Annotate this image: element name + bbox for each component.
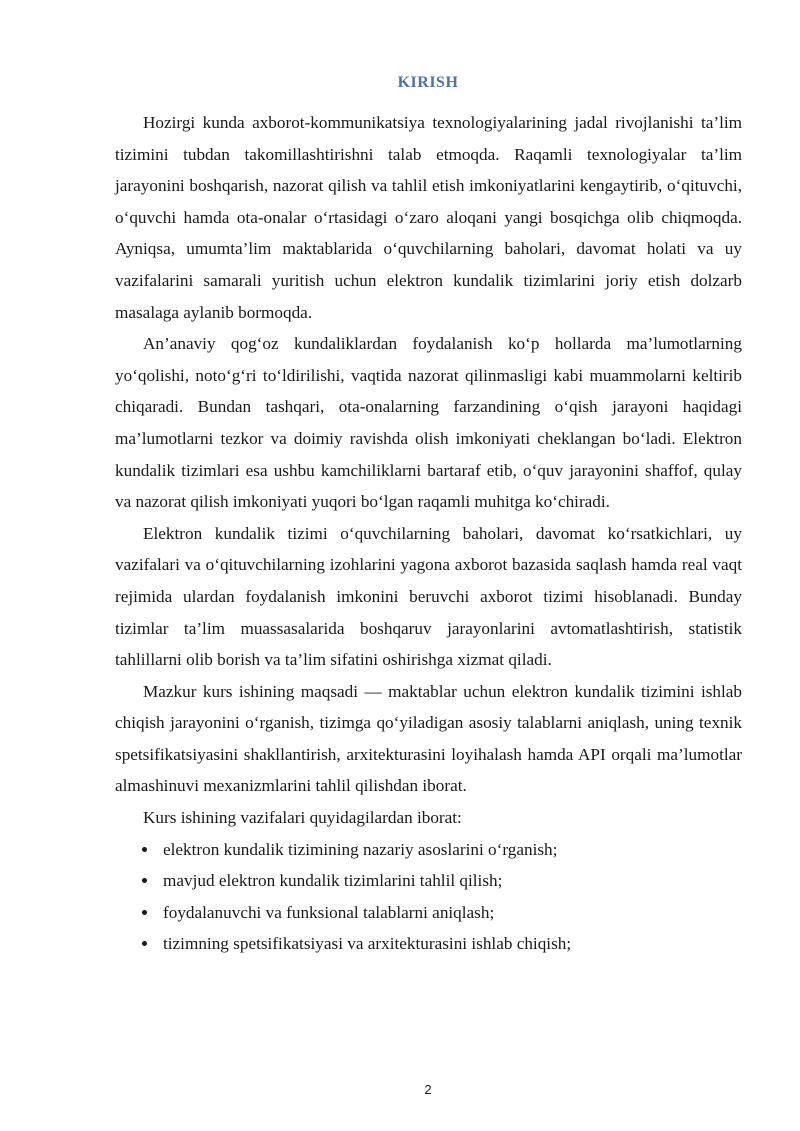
list-item-text: foydalanuvchi va funksional talablarni aniqlash; <box>163 902 495 922</box>
list-item <box>115 928 742 960</box>
section-heading: KIRISH <box>397 74 459 91</box>
bullet-icon <box>142 941 147 946</box>
page-number: 2 <box>424 1082 432 1097</box>
document-body <box>115 107 742 960</box>
list-item-text: elektron kundalik tizimining nazariy asoslarini o‘rganish; <box>163 839 558 859</box>
list-item <box>115 897 742 929</box>
list-item-text: tizimning spetsifikatsiyasi va arxitekturasini ishlab chiqish; <box>163 934 572 954</box>
list-item <box>115 834 742 866</box>
paragraph-5: Kurs ishining vazifalari quyidagilardan iborat: <box>143 808 462 828</box>
paragraph-3: Elektron kundalik tizimi o‘quvchilarning baholari, davomat ko‘rsatkichlari, uy vazifalari va o‘qituvchilarning izohlarini yagona axborot bazasida saqlash hamda real vaqt rejimida ulardan foydalanish imkonini beruvchi axborot tizimi hisoblanadi. Bunday tizimlar ta’lim muassasalarida boshqaruv jarayonlarini avtomatlashtirish, statistik tahlillarni olib borish va ta’lim sifatini oshirishga xizmat qiladi. <box>115 523 742 670</box>
paragraph-1: Hozirgi kunda axborot-kommunikatsiya texnologiyalarining jadal rivojlanishi ta’lim tizimini tubdan takomillashtirishni talab etmoqda. Raqamli texnologiyalar ta’lim jarayonini boshqarish, nazorat qilish va tahlil etish imkoniyatlarini kengaytirib, o‘qituvchi, o‘quvchi hamda ota-onalar o‘rtasidagi o‘zaro aloqani yangi bosqichga olib chiqmoqda. Ayniqsa, umumta’lim maktablarida o‘quvchilarning baholari, davomat holati va uy vazifalarini samarali yuritish uchun elektron kundalik tizimlarini joriy etish dolzarb masalaga aylanib bormoqda. <box>115 113 742 322</box>
list-item-text: mavjud elektron kundalik tizimlarini tahlil qilish; <box>163 871 503 891</box>
bullet-icon <box>142 878 147 883</box>
paragraph-2: An’anaviy qog‘oz kundaliklardan foydalanish ko‘p hollarda ma’lumotlarning yo‘qolishi, noto‘g‘ri to‘ldirilishi, vaqtida nazorat qilinmasligi kabi muammolarni keltirib chiqaradi. Bundan tashqari, ota-onalarning farzandining o‘qish jarayoni haqidagi ma’lumotlarni tezkor va doimiy ravishda olish imkoniyati cheklangan bo‘ladi. Elektron kundalik tizimlari esa ushbu kamchiliklarni bartaraf etib, o‘quv jarayonini shaffof, qulay va nazorat qilish imkoniyati yuqori bo‘lgan raqamli muhitga ko‘chiradi. <box>115 334 742 512</box>
bullet-icon <box>142 847 147 852</box>
paragraph-4: Mazkur kurs ishining maqsadi — maktablar uchun elektron kundalik tizimini ishlab chiqish jarayonini o‘rganish, tizimga qo‘yiladigan asosiy talablarni aniqlash, uning texnik spetsifikatsiyasini shakllantirish, arxitekturasini loyihalash hamda API orqali ma’lumotlar almashinuvi mexanizmlarini tahlil qilishdan iborat. <box>115 681 742 796</box>
list-item <box>115 865 742 897</box>
task-list <box>115 834 742 960</box>
bullet-icon <box>142 910 147 915</box>
